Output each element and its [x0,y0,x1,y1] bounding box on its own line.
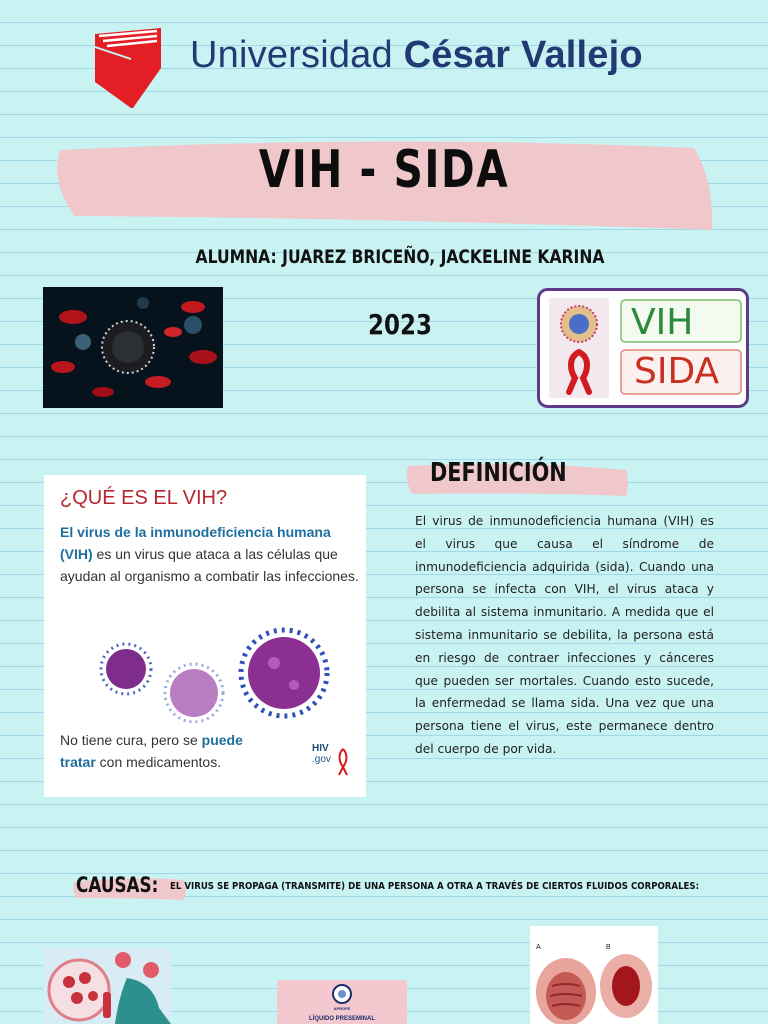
university-name-regular: Universidad [190,34,393,76]
page-title: VIH - SIDA [258,140,510,200]
hivgov-logo-line2: .gov [312,754,331,765]
aprofe-logo-icon [332,984,352,1004]
info-card-foot-highlight: puede tratar [60,732,243,770]
blood-illustration [43,948,171,1024]
anatomy-label-a: A [536,944,541,951]
info-card-foot-start: No tiene cura, pero se [60,732,202,748]
university-name [190,34,643,77]
virus-icon-small [101,644,151,694]
anatomy-drawing [530,926,658,1024]
vih-card-bottom-label: SIDA [634,351,720,392]
virus-cells-photo [43,287,223,408]
info-card-foot-end: con medicamentos. [95,754,222,770]
university-logo-icon [95,28,161,108]
virus-icon-large [241,630,327,716]
anatomy-illustration [530,926,658,1024]
hivgov-logo [312,743,356,783]
anatomy-label-b: B [606,944,611,951]
virus-illustrations [94,623,344,723]
university-name-bold: César Vallejo [403,34,643,76]
preseminal-liquid-card [277,980,407,1024]
info-card-title: ¿QUÉ ES EL VIH? [60,487,228,509]
vih-card-top-label: VIH [631,302,694,343]
year-label: 2023 [368,308,432,341]
info-card-text [60,521,360,587]
ribbon-icon [336,747,350,777]
causes-text: EL VIRUS SE PROPAGA (TRANSMITE) DE UNA PERSONA A OTRA A TRAVÉS DE CIERTOS FLUIDOS CORPORALES: [170,881,700,892]
info-card-text-highlight: El virus de la inmunodeficiencia humana (VIH) [60,524,331,562]
info-card-text-rest: es un virus que ataca a las células que ayudan al organismo a combatir las infecciones. [60,546,359,584]
aprofe-label: APROFE [333,1006,351,1011]
info-card [44,475,366,797]
preseminal-liquid-label: LÍQUIDO PRESEMINAL [308,1016,375,1022]
hivgov-logo-line1: HIV [312,743,329,754]
causes-label: CAUSAS: [76,873,159,897]
definition-body: El virus de inmunodeficiencia humana (VIH) es el virus que causa el síndrome de inmunodeficiencia adquirida (sida). Cuando una persona se infecta con VIH, el virus ataca y debilita al sistema inmunitario. A medida que el sistema inmunitario se debilita, la persona está en riesgo de contraer infecciones y cánceres que pueden ser mortales. Cuando esto sucede, la enfermedad se llama sida. Una vez que una persona tiene el virus, este permanece dentro del cuerpo de por vida. [415,514,714,756]
student-name: ALUMNA: JUAREZ BRICEÑO, JACKELINE KARINA [195,246,605,268]
info-card-footer [60,729,280,773]
virus-icon-blurred [165,664,223,722]
definition-title: DEFINICIÓN [430,458,567,488]
